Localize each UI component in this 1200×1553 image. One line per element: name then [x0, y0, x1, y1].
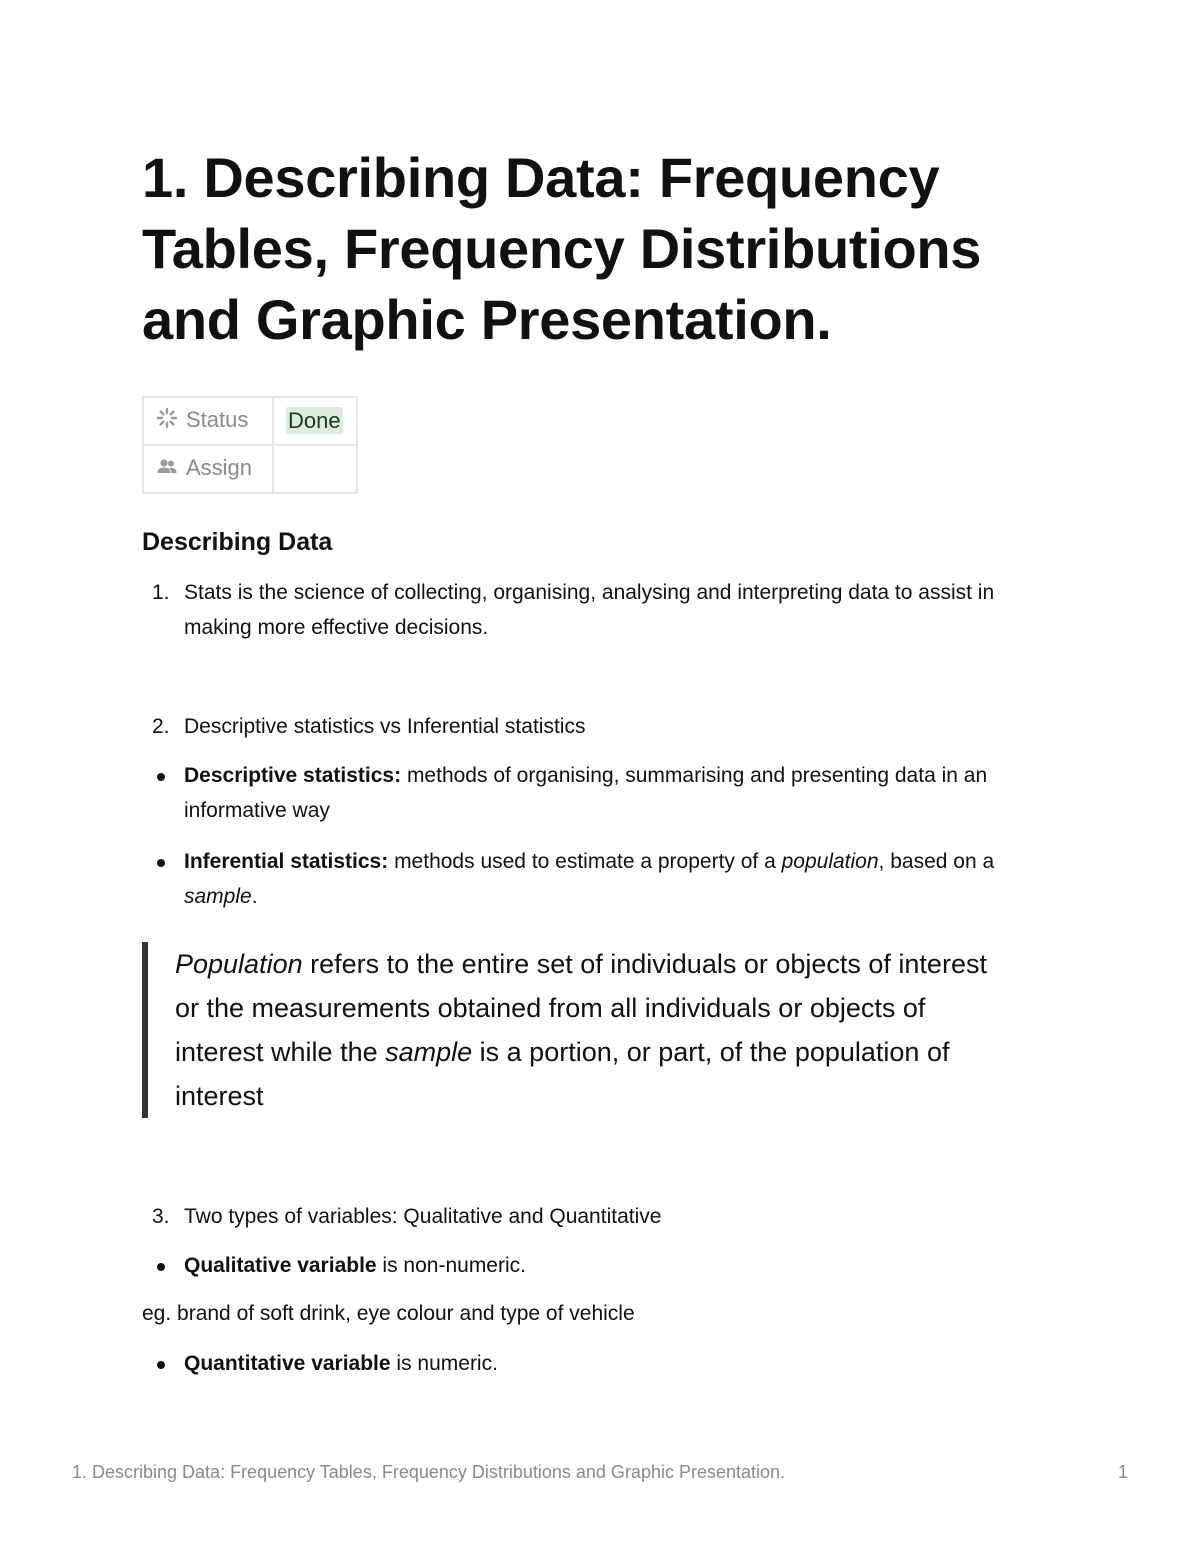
bullet-text	[184, 758, 1062, 828]
bullet-icon	[157, 1361, 165, 1369]
blockquote	[142, 942, 1012, 1118]
item-text: Stats is the science of collecting, organising, analysing and interpreting data to assist in making more effective decisions.	[184, 581, 995, 639]
page-footer	[72, 1462, 1128, 1483]
status-badge: Done	[288, 408, 341, 433]
status-row	[143, 397, 357, 445]
bullet-body: is numeric.	[390, 1352, 498, 1375]
assign-key	[143, 445, 273, 493]
bullet-term: Quantitative variable	[184, 1352, 391, 1375]
numbered-item-3	[142, 1199, 1062, 1234]
bullet-body: is non-numeric.	[376, 1254, 526, 1277]
assign-label: Assign	[186, 454, 253, 480]
item-number: 2.	[152, 715, 170, 738]
bullet-body: methods of organising, summarising and presenting data in an informative way	[184, 764, 988, 822]
bullet-icon	[157, 1263, 165, 1271]
item-number: 1.	[152, 581, 170, 604]
bullet-term: Qualitative variable	[184, 1254, 377, 1277]
status-value-cell[interactable]	[273, 397, 357, 445]
item-text: Two types of variables: Qualitative and Quantitative	[184, 1205, 662, 1228]
bullet-icon	[157, 859, 165, 867]
bullet-body: .	[251, 885, 258, 908]
bullet-text	[184, 1248, 1062, 1283]
quote-text: refers to the entire set of individuals or objects of interest or the measurements obtained from all individuals or objects of interest while the	[175, 949, 987, 1067]
section-heading: Describing Data	[142, 528, 333, 556]
bullet-descriptive-statistics	[142, 758, 1062, 828]
bullet-qualitative-variable	[142, 1248, 1062, 1283]
status-label: Status	[186, 406, 249, 432]
bullet-icon	[157, 773, 165, 781]
bullet-term: Inferential statistics:	[184, 850, 389, 873]
people-icon	[156, 455, 180, 483]
population-term: population	[781, 850, 879, 873]
assign-row	[143, 445, 357, 493]
bullet-inferential-statistics	[142, 844, 1062, 914]
item-number: 3.	[152, 1205, 170, 1228]
loading-spinner-icon	[156, 407, 180, 435]
quote-text: is a portion, or part, of the population of interest	[175, 1037, 950, 1111]
status-key	[143, 397, 273, 445]
bullet-body: , based on a	[878, 850, 995, 873]
properties-table	[142, 396, 358, 494]
numbered-item-2	[142, 709, 1062, 744]
example-text: eg. brand of soft drink, eye colour and type of vehicle	[142, 1302, 635, 1325]
sample-term: sample	[385, 1037, 473, 1067]
assign-value-cell[interactable]	[273, 445, 357, 493]
bullet-text	[184, 844, 1062, 914]
bullet-body: methods used to estimate a property of a	[388, 850, 782, 873]
bullet-quantitative-variable	[142, 1346, 1062, 1381]
sample-term: sample	[184, 885, 252, 908]
numbered-item-1	[142, 575, 1062, 645]
item-text: Descriptive statistics vs Inferential statistics	[184, 715, 586, 738]
page-title: 1. Describing Data: Frequency Tables, Frequency Distributions and Graphic Presentation.	[142, 146, 982, 351]
footer-title: 1. Describing Data: Frequency Tables, Frequency Distributions and Graphic Presentation.	[72, 1462, 786, 1482]
bullet-term: Descriptive statistics:	[184, 764, 402, 787]
page-number: 1	[1117, 1462, 1128, 1482]
bullet-text	[184, 1346, 1062, 1381]
population-term: Population	[175, 949, 303, 979]
